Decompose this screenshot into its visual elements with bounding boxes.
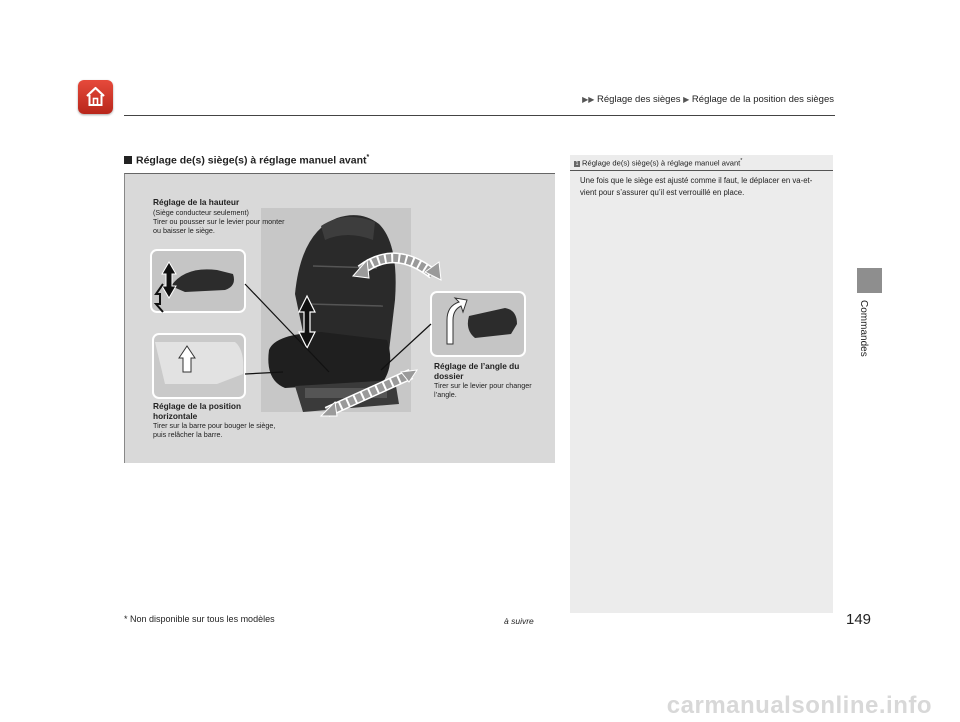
side-note-title: 1 Réglage de(s) siège(s) à réglage manuel avant* bbox=[570, 155, 833, 171]
section-title: Réglage de(s) siège(s) à réglage manuel avant* bbox=[124, 154, 369, 167]
callout-horizontal: Réglage de la position horizontale Tirer sur la barre pour bouger le siège, puis relâcher la barre. bbox=[153, 401, 276, 440]
callout-backrest: Réglage de l’angle du dossier Tirer sur le levier pour changer l’angle. bbox=[434, 361, 532, 400]
header-divider bbox=[124, 115, 835, 116]
footnote: * Non disponible sur tous les modèles bbox=[124, 614, 275, 624]
home-button[interactable] bbox=[78, 80, 113, 114]
side-note-text: Une fois que le siège est ajusté comme il faut, le déplacer en va-et-vient pour s’assurer qu’il est verrouillé en place. bbox=[580, 176, 813, 198]
breadcrumb-item[interactable]: Réglage des sièges bbox=[597, 94, 681, 105]
continued-label: à suivre bbox=[504, 616, 534, 626]
bullet-square-icon bbox=[124, 156, 132, 164]
note-marker-icon: 1 bbox=[575, 160, 579, 167]
seat-illustration bbox=[124, 173, 555, 463]
callout-height: Réglage de la hauteur (Siège conducteur seulement) Tirer ou pousser sur le levier pour monter ou baisser le siège. bbox=[153, 197, 285, 236]
chapter-label: Commandes bbox=[858, 300, 869, 357]
breadcrumb-item[interactable]: Réglage de la position des sièges bbox=[691, 94, 834, 105]
chapter-tab[interactable] bbox=[857, 268, 882, 293]
watermark: carmanualsonline.info bbox=[666, 692, 932, 719]
breadcrumb-arrow-icon: ▶ bbox=[683, 95, 690, 104]
breadcrumb bbox=[582, 94, 834, 105]
breadcrumb-arrow-icon: ▶▶ bbox=[582, 95, 595, 104]
home-icon bbox=[84, 85, 107, 108]
seat-cushion bbox=[268, 332, 390, 388]
side-note bbox=[570, 155, 833, 613]
page-number: 149 bbox=[846, 611, 872, 628]
